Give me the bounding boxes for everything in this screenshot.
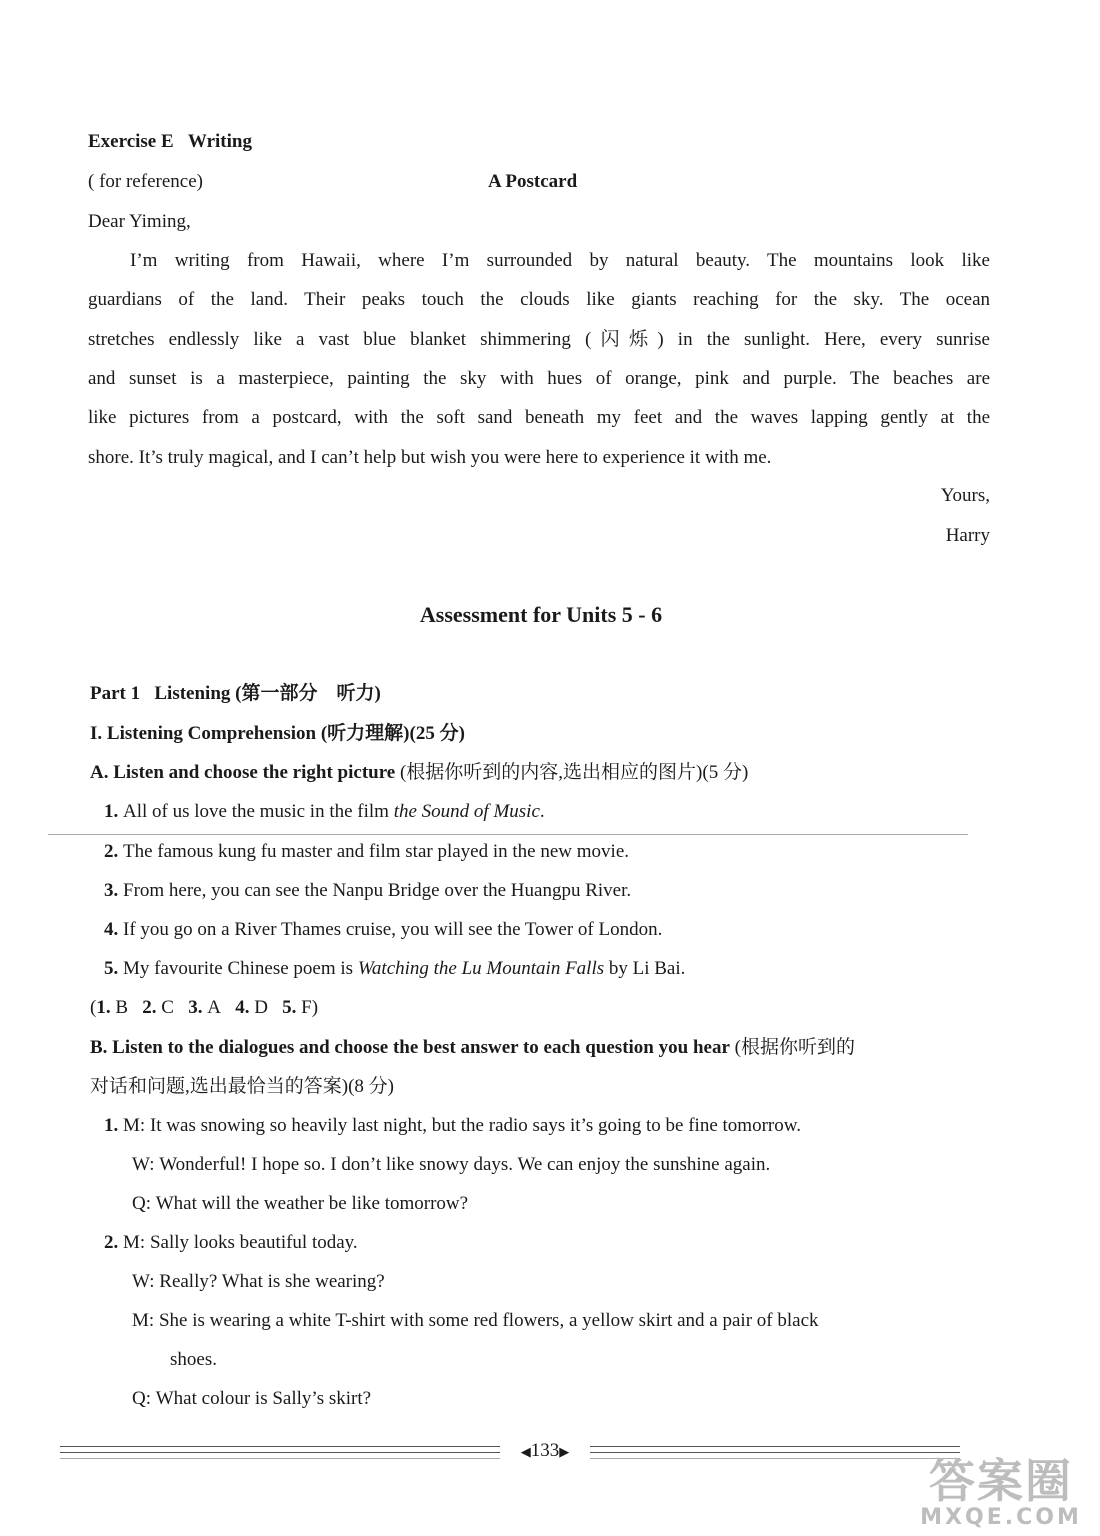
dialogue-line: M: She is wearing a white T-shirt with some red flowers, a yellow skirt and a pair of black — [132, 1310, 819, 1331]
greeting: Dear Yiming, — [88, 211, 191, 232]
dialogue-line-cont: shoes. — [170, 1349, 217, 1370]
list-item: 5. My favourite Chinese poem is Watching the Lu Mountain Falls by Li Bai. — [104, 958, 686, 979]
section1-heading: I. Listening Comprehension (听力理解)(25 分) — [90, 723, 465, 744]
watermark-url: MXQE.COM — [920, 1505, 1082, 1530]
footer-rule-right — [590, 1452, 960, 1453]
list-item: 1. All of us love the music in the film the Sound of Music. — [104, 801, 545, 822]
paragraph-line: and sunset is a masterpiece, painting the sky with hues of orange, pink and purple. The beaches are — [88, 368, 990, 389]
right-arrow-icon: ▶ — [559, 1444, 570, 1459]
exercise-heading: Exercise E Writing — [88, 131, 252, 152]
sectionB-heading: B. Listen to the dialogues and choose the best answer to each question you hear (根据你听到的 — [90, 1037, 855, 1058]
list-item: 4. If you go on a River Thames cruise, you will see the Tower of London. — [104, 919, 663, 940]
list-item: 3. From here, you can see the Nanpu Bridge over the Huangpu River. — [104, 880, 632, 901]
postcard-title: A Postcard — [488, 171, 578, 192]
paragraph-line: guardians of the land. Their peaks touch the clouds like giants reaching for the sky. The ocean — [88, 289, 990, 310]
assessment-title: Assessment for Units 5 - 6 — [419, 602, 663, 627]
paragraph-line: stretches endlessly like a vast blue blanket shimmering (闪烁) in the sunlight. Here, every sunrise — [88, 329, 990, 350]
dialogue-line: W: Wonderful! I hope so. I don’t like snowy days. We can enjoy the sunshine again. — [132, 1154, 771, 1175]
sectionA-heading: A. Listen and choose the right picture (根据你听到的内容,选出相应的图片)(5 分) — [90, 762, 749, 783]
answer-key: (1. B 2. C 3. A 4. D 5. F) — [90, 997, 319, 1018]
signature: Harry — [945, 525, 990, 546]
dialogue-line: 2. M: Sally looks beautiful today. — [104, 1232, 358, 1253]
footer-rule-left — [60, 1452, 500, 1453]
dialogue-line: W: Really? What is she wearing? — [132, 1271, 385, 1292]
left-arrow-icon: ◀ — [520, 1444, 531, 1459]
footer-rule-right — [590, 1458, 960, 1459]
paragraph-line: I’m writing from Hawaii, where I’m surrounded by natural beauty. The mountains look like — [130, 250, 990, 271]
part1-heading: Part 1 Listening (第一部分 听力) — [90, 683, 381, 704]
footer-rule-right — [590, 1446, 960, 1447]
dialogue-line: 1. M: It was snowing so heavily last night, but the radio says it’s going to be fine tomorrow. — [104, 1115, 801, 1136]
sectionB-heading-cont: 对话和问题,选出最恰当的答案)(8 分) — [90, 1076, 394, 1097]
footer-rule-left — [60, 1458, 500, 1459]
dialogue-line: Q: What will the weather be like tomorrow? — [132, 1193, 469, 1214]
paragraph-line: like pictures from a postcard, with the soft sand beneath my feet and the waves lapping gently at the — [88, 407, 990, 428]
footer-rule-left — [60, 1446, 500, 1447]
reference-note: ( for reference) — [88, 171, 203, 192]
watermark-logo: 答案圈 — [929, 1454, 1073, 1508]
watermark — [916, 1456, 1086, 1530]
page-number: ◀133▶ — [520, 1440, 570, 1461]
dialogue-line: Q: What colour is Sally’s skirt? — [132, 1388, 372, 1409]
paragraph-line: shore. It’s truly magical, and I can’t help but wish you were here to experience it with me. — [88, 447, 772, 468]
list-item: 2. The famous kung fu master and film star played in the new movie. — [104, 841, 630, 862]
closing: Yours, — [940, 485, 990, 506]
scan-line — [48, 834, 968, 835]
